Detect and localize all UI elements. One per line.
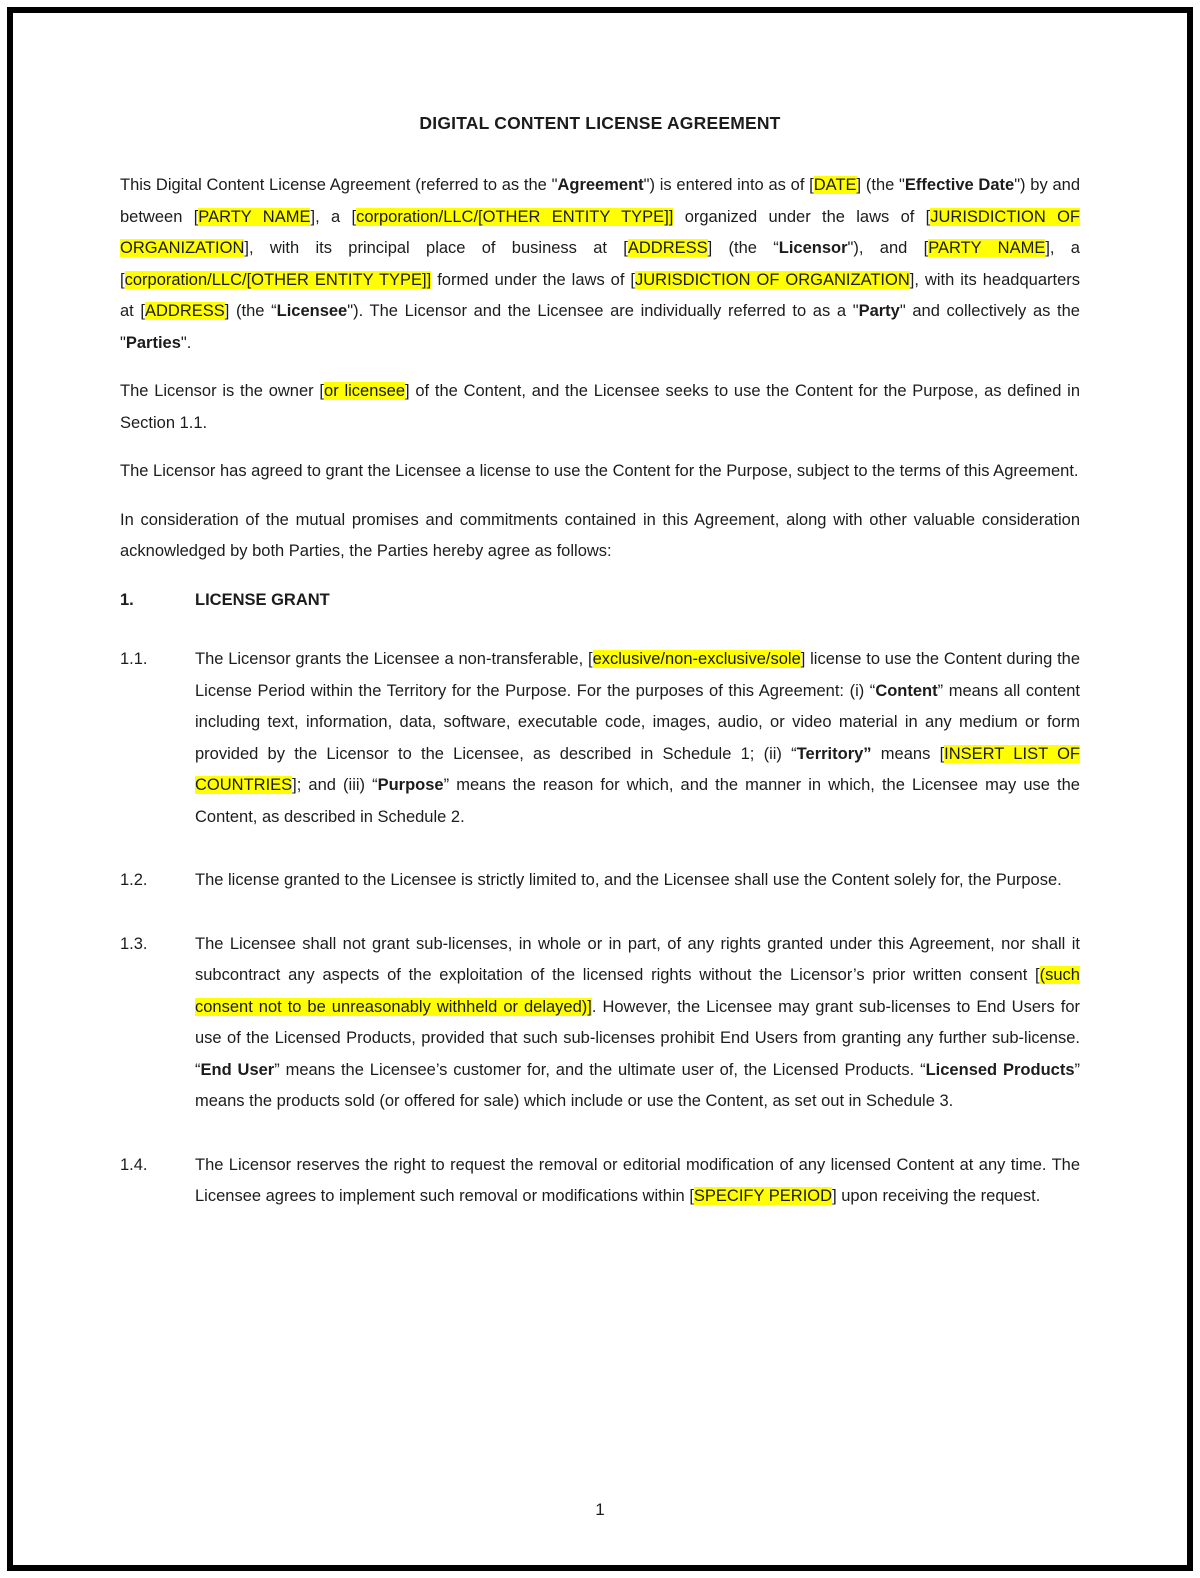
- page-number: 1: [595, 1500, 605, 1519]
- intro-paragraph-2: The Licensor is the owner [or licensee] of the Content, and the Licensee seeks to use the Content for the Purpose, as defined in Section 1.1.: [120, 382, 1081, 432]
- intro-paragraph-4: In consideration of the mutual promises and commitments contained in this Agreement, along with other valuable consideration acknowledged by both Parties, the Parties hereby agree as follows:: [120, 510, 1080, 560]
- intro-paragraph-3: The Licensor has agreed to grant the Licensee a license to use the Content for the Purpose, subject to the terms of this Agreement.: [120, 462, 1079, 480]
- clause-number: 1.1.: [120, 650, 148, 668]
- section-heading-license-grant: [120, 585, 1080, 617]
- clause-1-3: [120, 929, 1080, 1118]
- clause-1-1: [120, 644, 1080, 833]
- clause-body: The Licensee shall not grant sub-licenses, in whole or in part, of any rights granted under this Agreement, nor shall it subcontract any aspects of the exploitation of the licensed rights without the Licensor’s prior written consent [(such consent not to be unreasonably withheld or delayed)]. However, the Licensee may grant sub-licenses to End Users for use of the Licensed Products, provided that such sub-licenses prohibit End Users from granting any further sub-license. “End User” means the Licensee’s customer for, and the ultimate user of, the Licensed Products. “Licensed Products” means the products sold (or offered for sale) which include or use the Content, as set out in Schedule 3.: [195, 934, 1080, 1110]
- section-number: 1.: [120, 590, 134, 609]
- section-title: LICENSE GRANT: [195, 590, 330, 609]
- clause-number: 1.3.: [120, 934, 148, 953]
- clause-1-4: [120, 1150, 1080, 1213]
- clause-1-2: [120, 865, 1080, 897]
- document-title: DIGITAL CONTENT LICENSE AGREEMENT: [419, 113, 781, 133]
- clause-number: 1.4.: [120, 1155, 148, 1174]
- intro-paragraph-1: This Digital Content License Agreement (referred to as the "Agreement") is entered into as of [DATE] (the "Effective Date") by and between [PARTY NAME], a [corporation/LLC/[OTHER ENTITY TYPE]] organized under the laws of [JURISDICTION OF ORGANIZATION], with its principal place of business at [ADDRESS] (the “Licensor"), and [PARTY NAME], a [corporation/LLC/[OTHER ENTITY TYPE]] formed under the laws of [JURISDICTION OF ORGANIZATION], with its headquarters at [ADDRESS] (the “Licensee"). The Licensor and the Licensee are individually referred to as a "Party" and collectively as the "Parties".: [120, 176, 1081, 352]
- document-content: [120, 112, 1080, 1245]
- clause-number: 1.2.: [120, 871, 148, 889]
- clause-body: The license granted to the Licensee is strictly limited to, and the Licensee shall use the Content solely for, the Purpose.: [195, 871, 1062, 889]
- clause-body: The Licensor grants the Licensee a non-transferable, [exclusive/non-exclusive/sole] license to use the Content during the License Period within the Territory for the Purpose. For the purposes of this Agreement: (i) “Content” means all content including text, information, data, software, executable code, images, audio, or video material in any medium or form provided by the Licensor to the Licensee, as described in Schedule 1; (ii) “Territory” means [INSERT LIST OF COUNTRIES]; and (iii) “Purpose” means the reason for which, and the manner in which, the Licensee may use the Content, as described in Schedule 2.: [195, 650, 1081, 826]
- clause-body: The Licensor reserves the right to request the removal or editorial modification of any licensed Content at any time. The Licensee agrees to implement such removal or modifications within [SPECIFY PERIOD] upon receiving the request.: [195, 1155, 1080, 1205]
